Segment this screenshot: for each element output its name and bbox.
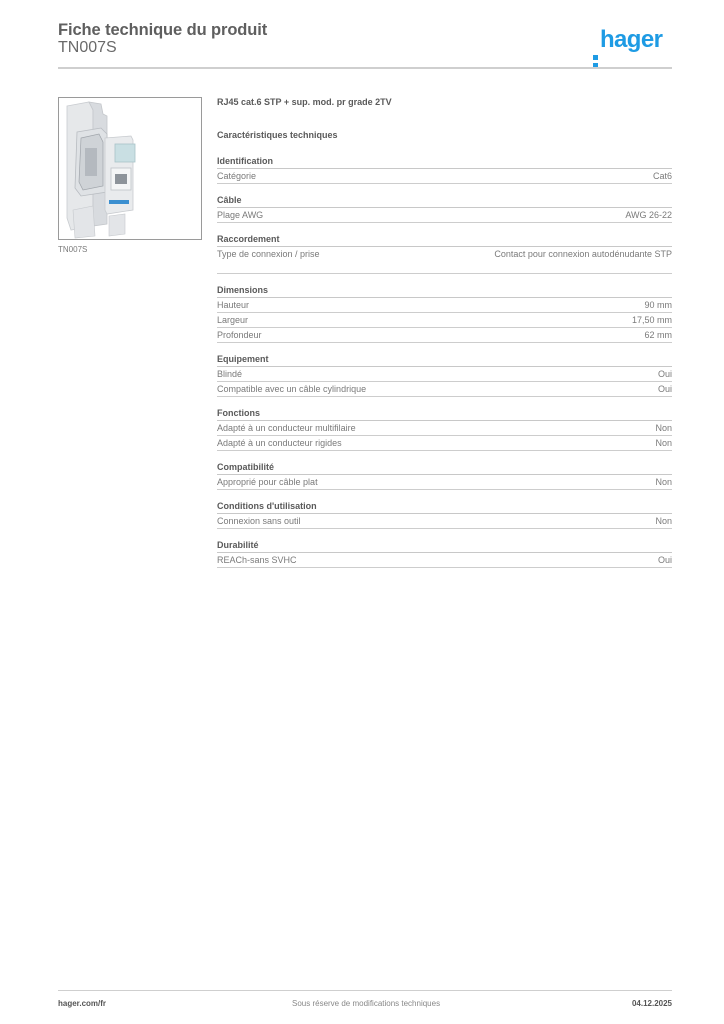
spec-value: Non bbox=[655, 438, 672, 448]
spec-row bbox=[217, 208, 672, 223]
spec-value: Contact pour connexion autodénudante STP bbox=[494, 249, 672, 259]
spec-row bbox=[217, 382, 672, 397]
spec-value: Oui bbox=[657, 555, 672, 565]
spec-value: Non bbox=[655, 516, 672, 526]
spec-value: AWG 26-22 bbox=[625, 210, 672, 220]
spec-label: Type de connexion / prise bbox=[217, 249, 320, 259]
spec-group-equipement bbox=[217, 353, 672, 397]
group-heading: Equipement bbox=[217, 353, 672, 367]
image-caption: TN007S bbox=[58, 245, 88, 254]
footer-disclaimer: Sous réserve de modifications techniques bbox=[292, 999, 441, 1008]
spec-group-identification bbox=[217, 155, 672, 184]
product-name: RJ45 cat.6 STP + sup. mod. pr grade 2TV bbox=[217, 97, 392, 107]
footer-date: 04.12.2025 bbox=[631, 999, 672, 1008]
spec-label: Approprié pour câble plat bbox=[217, 477, 318, 487]
spec-row bbox=[217, 328, 672, 343]
product-reference: TN007S bbox=[58, 39, 117, 56]
group-heading: Câble bbox=[217, 194, 672, 208]
rj45-module-icon bbox=[59, 98, 201, 239]
spec-value: Non bbox=[655, 423, 672, 433]
spec-value: 62 mm bbox=[644, 330, 672, 340]
spec-label: Connexion sans outil bbox=[217, 516, 301, 526]
spec-label: Plage AWG bbox=[217, 210, 264, 220]
footer-divider bbox=[58, 990, 672, 991]
spec-group-compatibilite bbox=[217, 461, 672, 490]
product-image bbox=[58, 97, 202, 240]
spec-row bbox=[217, 514, 672, 529]
spec-value: Cat6 bbox=[652, 171, 672, 181]
group-heading: Raccordement bbox=[217, 233, 672, 247]
logo-text: hager bbox=[600, 26, 663, 53]
spec-row bbox=[217, 169, 672, 184]
spec-row bbox=[217, 436, 672, 451]
spec-row bbox=[217, 553, 672, 568]
spec-row bbox=[217, 298, 672, 313]
hager-logo bbox=[593, 26, 662, 54]
spec-row bbox=[217, 313, 672, 328]
group-heading: Durabilité bbox=[217, 539, 672, 553]
spec-group-conditions bbox=[217, 500, 672, 529]
spec-label: Adapté à un conducteur rigides bbox=[217, 438, 342, 448]
spec-row bbox=[217, 421, 672, 436]
spec-group-dimensions bbox=[217, 284, 672, 343]
spec-group-cable bbox=[217, 194, 672, 223]
group-heading: Fonctions bbox=[217, 407, 672, 421]
group-heading: Conditions d'utilisation bbox=[217, 500, 672, 514]
spec-label: Profondeur bbox=[217, 330, 262, 340]
footer-website-link[interactable]: hager.com/fr bbox=[58, 999, 107, 1008]
header-divider bbox=[58, 67, 672, 69]
spec-group-raccordement bbox=[217, 233, 672, 274]
spec-value: 17,50 mm bbox=[631, 315, 672, 325]
spec-label: Largeur bbox=[217, 315, 249, 325]
spec-label: Hauteur bbox=[217, 300, 250, 310]
spec-label: Blindé bbox=[217, 369, 243, 379]
spec-label: Catégorie bbox=[217, 171, 257, 181]
spec-label: REACh-sans SVHC bbox=[217, 555, 297, 565]
group-heading: Dimensions bbox=[217, 284, 672, 298]
spec-row bbox=[217, 367, 672, 382]
spec-row bbox=[217, 247, 672, 274]
document-title: Fiche technique du produit bbox=[58, 21, 268, 39]
spec-label: Adapté à un conducteur multifilaire bbox=[217, 423, 356, 433]
spec-value: Oui bbox=[657, 369, 672, 379]
spec-sheet bbox=[217, 97, 672, 568]
spec-label: Compatible avec un câble cylindrique bbox=[217, 384, 367, 394]
group-heading: Identification bbox=[217, 155, 672, 169]
spec-value: 90 mm bbox=[644, 300, 672, 310]
spec-value: Non bbox=[655, 477, 672, 487]
spec-group-fonctions bbox=[217, 407, 672, 451]
spec-value: Oui bbox=[657, 384, 672, 394]
spec-group-durabilite bbox=[217, 539, 672, 568]
group-heading: Compatibilité bbox=[217, 461, 672, 475]
spec-section-title: Caractéristiques techniques bbox=[217, 130, 338, 140]
spec-row bbox=[217, 475, 672, 490]
